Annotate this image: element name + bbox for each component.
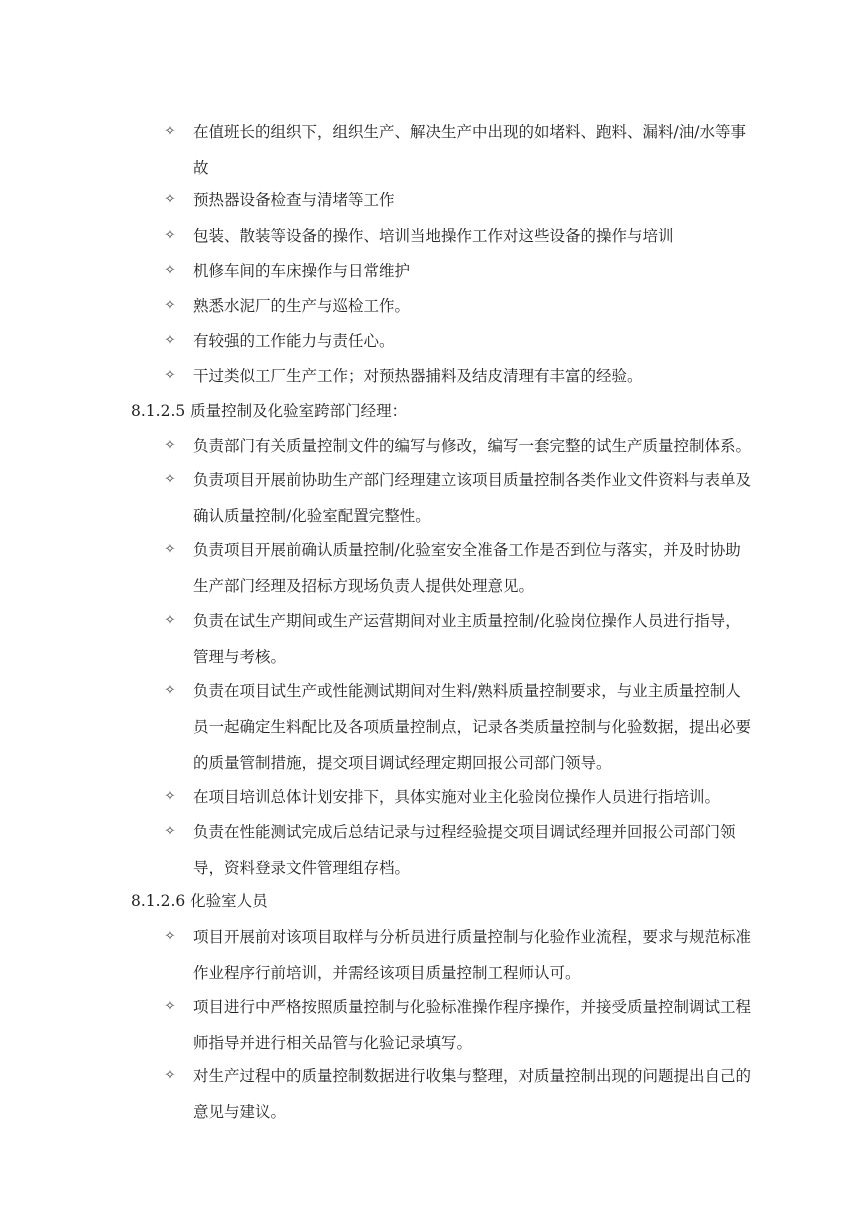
bullet-icon: ✧ bbox=[164, 333, 176, 348]
list-item: 负责部门有关质量控制文件的编写与修改，编写一套完整的试生产质量控制体系。 bbox=[193, 437, 752, 455]
bullet-icon: ✧ bbox=[164, 542, 176, 557]
list-item: 熟悉水泥厂的生产与巡检工作。 bbox=[193, 297, 411, 315]
bullet-icon: ✧ bbox=[164, 1068, 176, 1083]
bullet-icon: ✧ bbox=[164, 789, 176, 804]
bullet-icon: ✧ bbox=[164, 263, 176, 278]
list-item: 机修车间的车床操作与日常维护 bbox=[193, 262, 411, 280]
list-item: 有较强的工作能力与责任心。 bbox=[193, 332, 395, 350]
bullet-icon: ✧ bbox=[164, 228, 176, 243]
list-item: 负责项目开展前协助生产部门经理建立该项目质量控制各类作业文件资料与表单及确认质量控制/化验室配置完整性。 bbox=[193, 471, 752, 525]
list-item: 在值班长的组织下，组织生产、解决生产中出现的如堵料、跑料、漏料/油/水等事故 bbox=[193, 123, 746, 177]
bullet-icon: ✧ bbox=[164, 124, 176, 139]
section-heading: 8.1.2.5 质量控制及化验室跨部门经理： bbox=[131, 402, 408, 420]
bullet-icon: ✧ bbox=[164, 613, 176, 628]
bullet-icon: ✧ bbox=[164, 298, 176, 313]
list-item: 负责项目开展前确认质量控制/化验室安全准备工作是否到位与落实，并及时协助生产部门经理及招标方现场负责人提供处理意见。 bbox=[193, 541, 741, 595]
list-item: 包装、散装等设备的操作、培训当地操作工作对这些设备的操作与培训 bbox=[193, 227, 674, 245]
bullet-icon: ✧ bbox=[164, 368, 176, 383]
list-item: 项目进行中严格按照质量控制与化验标准操作程序操作，并接受质量控制调试工程师指导并进行相关品管与化验记录填写。 bbox=[193, 998, 752, 1052]
bullet-icon: ✧ bbox=[164, 824, 176, 839]
list-item: 负责在项目试生产或性能测试期间对生料/熟料质量控制要求，与业主质量控制人员一起确定生料配比及各项质量控制点，记录各类质量控制与化验数据，提出必要的质量管制措施，提交项目调试经理定期回报公司部门领导。 bbox=[193, 682, 752, 772]
bullet-icon: ✧ bbox=[164, 929, 176, 944]
bullet-icon: ✧ bbox=[164, 192, 176, 207]
list-item: 在项目培训总体计划安排下，具体实施对业主化验岗位操作人员进行指培训。 bbox=[193, 788, 721, 806]
list-item: 对生产过程中的质量控制数据进行收集与整理，对质量控制出现的问题提出自己的意见与建议。 bbox=[193, 1067, 752, 1121]
section-heading: 8.1.2.6 化验室人员 bbox=[131, 892, 268, 910]
list-item: 干过类似工厂生产工作；对预热器捕料及结皮清理有丰富的经验。 bbox=[193, 367, 643, 385]
bullet-icon: ✧ bbox=[164, 472, 176, 487]
bullet-icon: ✧ bbox=[164, 999, 176, 1014]
list-item: 预热器设备检查与清堵等工作 bbox=[193, 191, 395, 209]
list-item: 负责在试生产期间或生产运营期间对业主质量控制/化验岗位操作人员进行指导，管理与考核。 bbox=[193, 612, 741, 666]
bullet-icon: ✧ bbox=[164, 683, 176, 698]
list-item: 项目开展前对该项目取样与分析员进行质量控制与化验作业流程，要求与规范标准作业程序行前培训，并需经该项目质量控制工程师认可。 bbox=[193, 928, 752, 982]
bullet-icon: ✧ bbox=[164, 438, 176, 453]
list-item: 负责在性能测试完成后总结记录与过程经验提交项目调试经理并回报公司部门领导，资料登录文件管理组存档。 bbox=[193, 823, 736, 877]
